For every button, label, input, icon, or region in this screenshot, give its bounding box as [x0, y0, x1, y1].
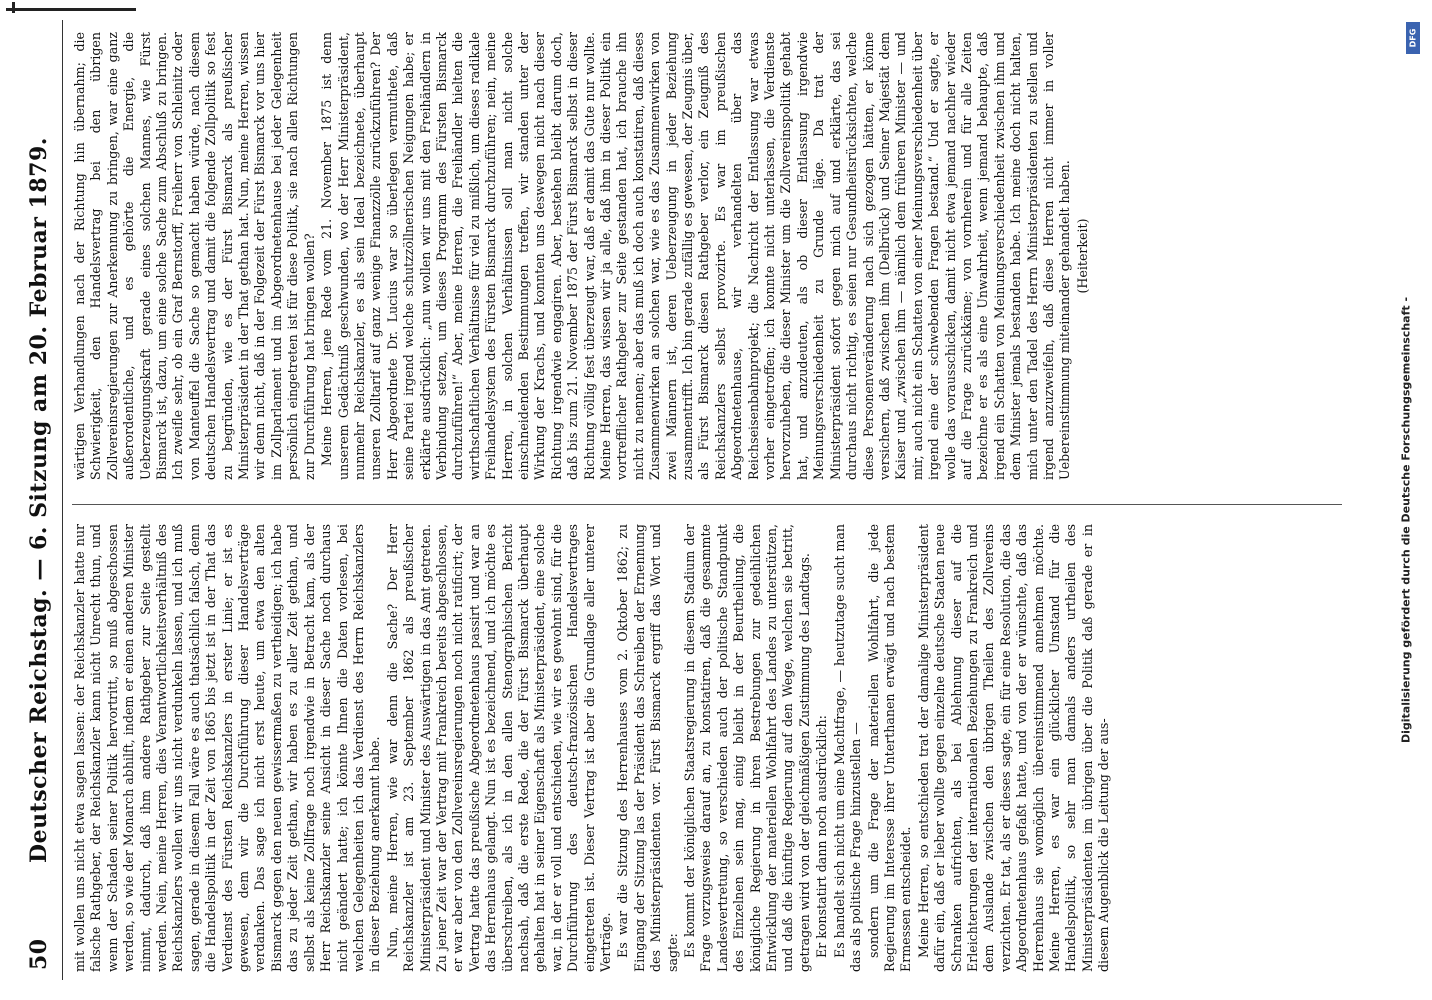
- paragraph: Er konstatirt dann noch ausdrücklich:: [814, 715, 830, 958]
- header-rule: [62, 20, 63, 980]
- running-head: [26, 20, 60, 980]
- paragraph: Nun, meine Herren, wie war denn die Sache? Der Herr Reichskanzler ist am 23. September 1862 als preußischer Ministerpräsident und Minister des Auswärtigen in das Amt getreten. Zu jener Zeit war der Vertrag mit Frankreich bereits abgeschlossen, er war aber von den Zollvereinsregierungen noch nicht ratificirt; der Vertrag hatte das preußische Abgeordnetenhaus passirt und war an das Herrenhaus gelangt. Nun ist es bezeichnend, und ich möchte es überschreiben, als ich in den allen Stenographischen Bericht nachsah, daß die erste Rede, die der Fürst Bismarck überhaupt gehalten hat in seiner Eigenschaft als Ministerpräsident, eine solche war, in der er voll und entschieden, wie wir es gewohnt sind, für die Durchführung des deutsch-französischen Handelsvertrages eingetreten ist. Dieser Vertrag ist aber die Grundlage aller unterer Verträge.: [384, 524, 613, 972]
- running-title: Deutscher Reichstag. — 6. Sitzung am 20. Februar 1879.: [26, 137, 52, 863]
- dfg-logo: DFG: [1406, 22, 1420, 54]
- left-column: [72, 524, 1342, 972]
- paragraph: Meine Herren, so entschieden trat der damalige Ministerpräsident dafür ein, daß er lieber wollte gegen einzelne deutsche Staaten neue Schranken aufrichten, als bei Ablehnung dieser auf die Erleichterungen der internationalen Beziehungen zu Frankreich und dem Auslande zwischen den übrigen Theilen des Zollvereins verzichten. Er tat, als er dieses sagte, ein für eine Resolution, die das Abgeordnetenhaus gefaßt hatte, und von der er wünschte, daß das Herrenhaus sie womöglich übereinstimmend annehmen möchte. Meine Herren, es war ein glücklicher Umstand für die Handelspolitik, so sehr man damals anders urtheilen des Ministerpräsidenten im übrigen über die Politik daß gerade er in diesem Augenblick die Leitung der aus-: [915, 524, 1112, 972]
- paragraph: wärtigen Verhandlungen nach der Richtung hin übernahm; die Schwierigkeit, den Handelsvertrag bei den übrigen Zollvereinsregierungen zur Anerkennung zu bringen, war eine ganz außerordentliche, und es gehörte die Energie, die Ueberzeugungskraft gerade eines solchen Mannes, wie Fürst Bismarck ist, dazu, um eine solche Sache zum Abschluß zu bringen. Ich zweifle sehr, ob ein Graf Bernstorff, Freiherr von Schleinitz oder von Manteuffel die Sache so gemacht haben würde, nach diesem deutschen Handelsvertrag und damit die folgende Zollpolitik so fest zu begründen, wie es der Fürst Bismarck als preußischer Ministerpräsident in der That gethan hat. Nun, meine Herren, wissen wir denn nicht, daß in der Folgezeit der Fürst Bismarck vor uns hier im Zollparlament und im Abgeordnetenhause bei jeder Gelegenheit persönlich eingetreten ist für diese Politik, sie nach allen Richtungen zur Durchführung hat bringen wollen?: [72, 32, 317, 480]
- quote-paragraph: sondern um die Frage der materiellen Wohlfahrt, die jede Regierung im Interesse ihrer Unterthanen erwägt und nach bestem Ermessen entscheidet.: [865, 524, 914, 972]
- right-column: [72, 32, 1342, 480]
- column-divider: [72, 504, 1342, 505]
- digitization-credit: Digitalisierung gefördert durch die Deutsche Forschungsgemeinschaft -: [1399, 296, 1413, 744]
- quote-paragraph: Es handelt sich nicht um eine Machtfrage, — heutzutage sucht man das als politische Frage hinzustellen —: [831, 524, 864, 972]
- paragraph: mit wollen uns nicht etwa sagen lassen: der Reichskanzler hatte nur falsche Rathgeber, der Reichskanzler kann nicht Unrecht thun, und wenn der Schaden seiner Politik hervortritt, so muß abgeschossen werden, so wie der Monarch abhilft, indem er einen anderen Minister nimmt, dadurch, daß ihm andere Rathgeber zur Seite gestellt werden. Nein, meine Herren, dies Verantwortlichkeitsverhältniß des Reichskanzlers wollen wir uns nicht verdunkeln lassen, und ich muß sagen, gerade in diesem Fall wäre es auch thatsächlich falsch, denn die Handelspolitik in der Zeit von 1865 bis jetzt ist in der That das Verdienst des Fürsten Reichskanzlers in erster Linie; er ist es gewesen, dem wir die Durchführung dieser Handelsverträge verdanken. Das sage ich nicht erst heute, um etwa den alten Bismarck gegen den neuen gewissermaßen zu vertheidigen; ich habe das zu jeder Zeit gethan, wir haben es zu aller Zeit gethan, und selbst als keine Zollfrage noch irgendwie in Betracht kam, als der Herr Reichskanzler seine Ansicht in dieser Sache noch durchaus nicht geändert hatte; ich könnte Ihnen die Daten vorlesen, bei welchen Gelegenheiten ich das Verdienst des Herrn Reichskanzlers in dieser Beziehung anerkannt habe.: [72, 524, 383, 972]
- rotated-document-page: [20, 20, 1360, 980]
- scan-edge-rule: [6, 8, 136, 11]
- quote-paragraph: Es kommt der königlichen Staatsregierung in diesem Stadium der Frage vorzugsweise darauf an, zu konstatiren, daß die gesammte Landesvertretung, so verschieden auch der politische Standpunkt des Einzelnen sein mag, einig bleibt in der Beurtheilung, die königliche Regierung in ihren Bestrebungen zur gedeihlichen Entwicklung der materiellen Wohlfahrt des Landes zu unterstützen, und daß die künftige Regierung auf den Wege, welchen sie betritt, getragen wird von der gleichmäßigen Zustimmung des Landtags.: [682, 524, 812, 972]
- stage-direction: (Heiterkeit): [1074, 218, 1090, 294]
- paragraph: Es war die Sitzung des Herrenhauses vom 2. Oktober 1862; zu Eingang der Sitzung las der Präsident das Schreiben der Ernennung des Ministerpräsidenten vor. Fürst Bismarck ergriff das Wort und sagte:: [615, 524, 680, 972]
- paragraph: Meine Herren, jene Rede vom 21. November 1875 ist denn unserem Gedächtniß geschwunden, wo der Herr Ministerpräsident, nunmehr Reichskanzler, es als sein Ideal bezeichnete, überhaupt unseren Zolltarif auf ganz wenige Finanzzölle zurückzuführen? Der Herr Abgeordnete Dr. Lucius war so überlegen vermuthete, daß seine Partei irgend welche schutzzöllnerischen Neigungen habe; er erklärte ausdrücklich: „nun wollen wir uns mit den Freihändlern in Verbindung setzen, um dieses Programm des Fürsten Bismarck durchzuführen!“ Aber, meine Herren, die Freihändler hielten die wirthschaftlichen Verhältnisse für viel zu mißlich, um dieses radikale Freihandelsystem des Fürsten Bismarck durchzuführen; nein, meine Herren, in solchen Verhältnissen soll man nicht solche einschneidenden Bestimmungen treffen, wir standen unter der Wirkung der Krachs, und konnten uns deswegen nicht nach dieser Richtung irgendwie engagiren. Aber, bestehen bleibt darum doch, daß bis zum 21. November 1875 der Fürst Bismarck selbst in dieser Richtung völlig fest überzeugt war, daß er damit das Gute nur wollte. Meine Herren, das wissen wir ja alle, daß ihm in dieser Politik ein vortrefflicher Rathgeber zur Seite gestanden hat, ich brauche ihn nicht zu nennen; aber das muß ich doch auch konstatiren, daß dieses Zusammenwirken an solchen war, wie es das Zusammenwirken von zwei Männern ist, deren Ueberzeugung in jeder Beziehung zusammentrifft. Ich bin gerade zufällig es gewesen, der Zeugnis über, als Fürst Bismarck diesen Rathgeber verlor, ein Zeugniß des Reichskanzlers selbst provozirte. Es war im preußischen Abgeordnetenhause, wir verhandelten über das Reichseisenbahnprojekt; die Nachricht der Entlassung war etwas vorher eingetroffen; ich konnte nicht unterlassen, die Verdienste hervorzuheben, die dieser Minister um die Zollvereinspolitik gehabt hat, und anzudeuten, als ob dieser Entlassung irgendwie Meinungsverschiedenheit zu Grunde läge. Da trat der Ministerpräsident sofort gegen mich auf und erklärte, das sei durchaus nicht richtig, es seien nur Gesundheitsrücksichten, welche diese Personenveränderung nach sich gezogen hätten, er könne versichern, daß zwischen ihm (Delbrück) und Seiner Majestät dem Kaiser und „zwischen ihm — nämlich dem früheren Minister — und mir, auch nicht ein Schatten von einer Meinungsverschiedenheit über irgend eine der schwebenden Fragen bestand.“ Und er sagte, er wolle das vorausschicken, damit nicht etwa jemand nachher wieder auf die Frage zurückkäme; von vornherein und für alle Zeiten bezeichne er es als eine Unwahrheit, wenn jemand behaupte, daß irgend ein Schatten von Meinungsverschiedenheit zwischen ihm und dem Minister jemals bestanden habe. Ich meine doch nicht halten, mich unter den Tadel des Herrn Ministerpräsidenten zu stellen und irgend anzuzweifeln, daß diese Herren nicht immer in voller Uebereinstimmung miteinander gehandelt haben.: [319, 32, 1073, 480]
- page-number: 50: [26, 938, 52, 970]
